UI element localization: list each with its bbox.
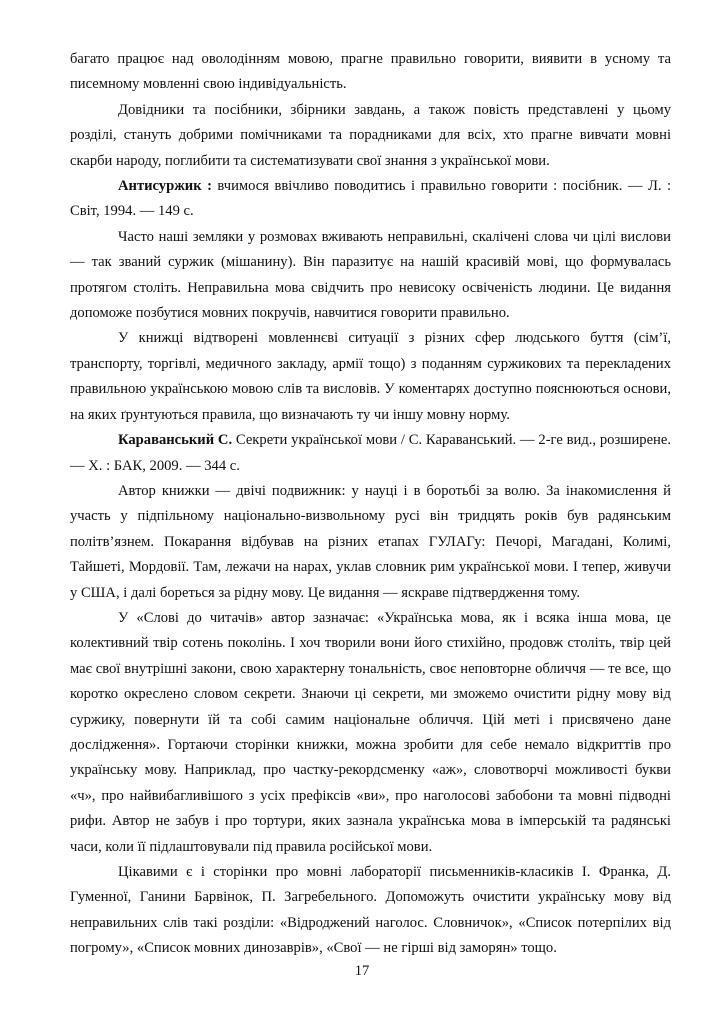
paragraph-description [70, 326, 671, 428]
paragraph-description [70, 606, 671, 860]
paragraph-text: Автор книжки — двічі подвижник: у науці і в боротьбі за волю. За інакомислення й участь у підпільному національно-визвольному русі він тридцять років був радянським політв’язнем. Покарання відбував на різних етапах ГУЛАГу: Печорі, Магадані, Колимі, Тайшеті, Мордовії. Там, лежачи на нарах, уклав словник рим української мови. І тепер, живучи у США, і далі бореться за рідну мову. Це видання — яскраве підтвердження тому. [70, 482, 671, 601]
page-number: 17 [354, 963, 370, 979]
body-text [70, 47, 671, 962]
paragraph-text: багато працює над оволодінням мовою, прагне правильно говорити, виявити в усному та писемному мовленні свою індивідуальність. [70, 51, 671, 93]
paragraph-description [70, 479, 671, 606]
bibliography-entry-karavanskyi [70, 428, 671, 479]
entry-title: Антисуржик : [118, 178, 212, 195]
paragraph-text: У книжці відтворені мовленнєві ситуації з різних сфер людського буття (сім’ї, транспорту, торгівлі, медичного закладу, армії тощо) з поданням суржикових та перекладених правильною українською мовою слів та висловів. У коментарях доступно пояснюються основи, на яких ґрунтуються правила, що визначають ту чи іншу мовну норму. [70, 330, 671, 423]
paragraph-text: Цікавими є і сторінки про мовні лабораторії письменників-класиків І. Франка, Д. Гуменної, Ганини Барвінок, П. Загребельного. Допоможуть очистити українську мову від неправильних слів такі розділи: «Відроджений наголос. Словничок», «Список потерпілих від погрому», «Список мовних динозаврів», «Свої — не гірші від заморян» тощо. [70, 864, 671, 957]
paragraph-description [70, 225, 671, 327]
paragraph-text: Довідники та посібники, збірники завдань, а також повість представлені у цьому розділі, стануть добрими помічниками та порадниками для всіх, хто прагне вивчати мовні скарби народу, поглибити та систематизувати свої знання з української мови. [70, 101, 671, 169]
paragraph-description [70, 860, 671, 962]
paragraph-text: Часто наші земляки у розмовах вживають неправильні, скалічені слова чи цілі вислови — так званий суржик (мішанину). Він паразитує на нашій красивій мові, що формувалась протягом століть. Неправильна мова свідчить про невисоку освіченість людини. Це видання допоможе позбутися мовних покручів, навчитися говорити правильно. [70, 228, 671, 322]
paragraph-continuation [70, 47, 671, 98]
entry-details: Секрети української мови / С. Караванський. — 2-ге вид., розширене. — Х. : БАК, 2009. — 344 с. [70, 432, 671, 474]
paragraph-intro [70, 98, 671, 174]
entry-author: Караванський С. [118, 432, 233, 449]
bibliography-entry-antysurzhyk [70, 174, 671, 225]
paragraph-text: У «Слові до читачів» автор зазначає: «Українська мова, як і всяка інша мова, це колективний твір сотень поколінь. І хоч творили вони його стихійно, продовж століть, твір цей має свої внутрішні закони, свою характерну тональність, своє неповторне обличчя — те все, що коротко окреслено словом секрети. Знаючи ці секрети, ми зможемо очистити рідну мову від суржику, повернути їй та собі самим національне обличчя. Цій меті і присвячено дане дослідження». Гортаючи сторінки книжки, можна зробити для себе немало відкриттів про українську мову. Наприклад, про частку-рекордсменку «аж», словотворчі можливості букви «ч», про найвибагливішого з усіх префіксів «ви», про наголосові забобони та мовні підводні рифи. Автор не забув і про тортури, яких зазнала українська мова в імперській та радянські часи, коли її підлаштовували під правила російської мови. [70, 609, 671, 855]
entry-details: вчимося ввічливо поводитись і правильно говорити : посібник. — Л. : Світ, 1994. — 149 с. [70, 178, 671, 220]
